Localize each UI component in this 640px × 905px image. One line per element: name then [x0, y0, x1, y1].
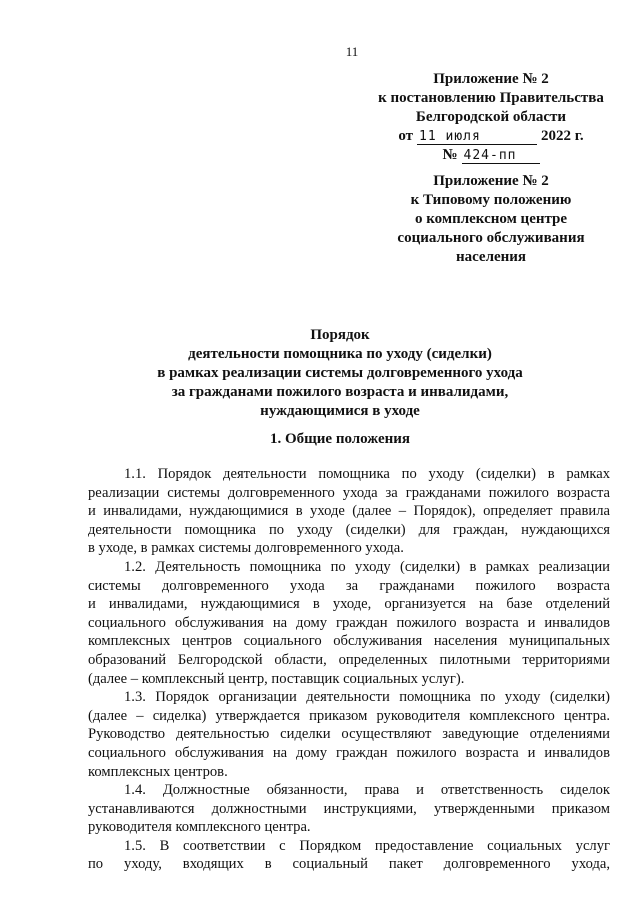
title-line2: деятельности помощника по уходу (сиделки)	[188, 346, 492, 362]
paragraph-line: руководителя комплексного центра.	[88, 819, 311, 836]
paragraph-line: устанавливаются должностными инструкциями, утвержденными приказом	[88, 800, 610, 817]
date-prefix: от	[398, 128, 414, 144]
body-text	[88, 465, 610, 874]
page-number: 11	[345, 44, 359, 59]
paragraph-5	[88, 837, 610, 874]
section-heading: 1. Общие положения	[269, 431, 411, 447]
paragraph-1	[88, 465, 610, 558]
paragraph-line: реализации системы долговременного ухода за гражданами пожилого возраста	[88, 484, 610, 501]
appendix-government-header	[360, 70, 622, 165]
paragraph-3	[88, 688, 610, 781]
paragraph-line: комплексных центров.	[88, 763, 228, 780]
paragraph-line: образований Белгородской области, определенных пилотными территориями	[88, 651, 610, 668]
paragraph-line: социального обслуживания на дому граждан пожилого возраста и инвалидов	[88, 744, 610, 761]
document-title	[60, 326, 620, 421]
paragraph-line: 1.5. В соответствии с Порядком предоставление социальных услуг	[124, 837, 610, 854]
appendix-regulation-line3: о комплексном центре	[414, 211, 568, 227]
appendix-number-line	[360, 146, 622, 165]
appendix-regulation-line5: населения	[455, 249, 527, 265]
paragraph-line: Руководство деятельностью сиделки осуществляют заведующие отделениями	[88, 726, 610, 743]
paragraph-line: системы долговременного ухода за гражданами пожилого возраста	[88, 577, 610, 594]
number-prefix: №	[442, 147, 458, 163]
paragraph-line: комплексных центров социального обслуживания населения муниципальных	[88, 633, 610, 650]
appendix-regulation-line1: Приложение № 2	[433, 173, 549, 189]
title-line3: в рамках реализации системы долговременного ухода	[157, 365, 523, 381]
handwritten-number: 424-пп	[462, 148, 540, 164]
paragraph-line: 1.1. Порядок деятельности помощника по уходу (сиделки) в рамках	[124, 466, 610, 482]
appendix-government-line2: к постановлению Правительства	[378, 90, 604, 106]
paragraph-line: деятельности помощника по уходу (сиделки) для граждан, нуждающихся	[88, 521, 610, 538]
paragraph-line: социального обслуживания на дому граждан пожилого возраста и инвалидов	[88, 614, 610, 631]
appendix-regulation-header	[360, 172, 622, 267]
date-suffix: 2022 г.	[541, 128, 584, 144]
title-line5: нуждающимися в уходе	[260, 403, 420, 419]
appendix-date-line	[360, 127, 622, 146]
paragraph-line: и инвалидами, нуждающимися в уходе, организуется на базе отделений	[88, 596, 610, 613]
paragraph-4	[88, 781, 610, 837]
title-line4: за гражданами пожилого возраста и инвалидами,	[171, 384, 509, 400]
paragraph-line: (далее – сиделка) утверждается приказом руководителя комплексного центра.	[88, 707, 610, 724]
paragraph-2	[88, 558, 610, 688]
appendix-government-line3: Белгородской области	[415, 109, 567, 125]
paragraph-line: в уходе, в рамках системы долговременного ухода.	[88, 540, 404, 557]
paragraph-line: 1.4. Должностные обязанности, права и ответственность сиделок	[124, 782, 610, 799]
paragraph-line: и инвалидами, нуждающимися в уходе (далее – Порядок), определяет правила	[88, 503, 610, 520]
paragraph-line: (далее – комплексный центр, поставщик социальных услуг).	[88, 670, 465, 687]
paragraph-line: 1.3. Порядок организации деятельности помощника по уходу (сиделки)	[124, 689, 610, 706]
appendix-government-line1: Приложение № 2	[433, 71, 549, 87]
paragraph-line: 1.2. Деятельность помощника по уходу (сиделки) в рамках реализации	[124, 558, 610, 575]
appendix-regulation-line4: социального обслуживания	[397, 230, 585, 246]
title-line1: Порядок	[310, 327, 370, 343]
handwritten-date: 11 июля	[417, 129, 537, 145]
paragraph-line: по уходу, входящих в социальный пакет долговременного ухода,	[88, 856, 610, 873]
appendix-regulation-line2: к Типовому положению	[410, 192, 572, 208]
